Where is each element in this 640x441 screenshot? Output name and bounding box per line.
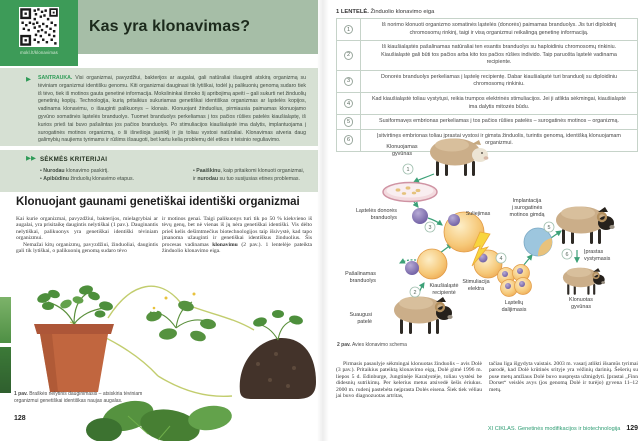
svg-text:Pašalinamas: Pašalinamas	[345, 271, 376, 277]
svg-text:Ląstelių: Ląstelių	[504, 300, 524, 306]
body-paragraph: ir motinos genai. Taigi palikuonys turi tik po 50 % kiekvieno iš tėvų genų, bet nė vienas iš jų nėra genetiškai identiški. Vis dėlto prieš kelis dešimtmečius biotechnologijos taip išsivystė, kad tapo įmanoma užauginti ir genetiškai identiškus žinduolius. Šis procesas vadinamas klonavimu (2 pav.). 1 lentelėje pateikta žinduolio klonavimo eiga.	[162, 216, 312, 255]
table-row: 1 Iš norimo klonuoti organizmo somatinės ląstelės (donorės) paimamas branduolys. Jis turi diploidinį chromosomų rinkinį, taigi ir visą organizmui reikalingą genetinę informaciją.	[337, 19, 637, 41]
svg-text:gyvūnas: gyvūnas	[391, 151, 413, 157]
success-criteria-columns	[40, 168, 306, 183]
svg-text:Klonuotas: Klonuotas	[569, 297, 593, 303]
table-row: 6 Įsitvirtinęs embrionas toliau įprastai vystosi ir gimsta žinduolis, turintis genomą, identišką klonuojamam organizmui.	[337, 130, 637, 151]
svg-text:6: 6	[565, 251, 569, 258]
body-paragraph: Pirmasis pasaulyje sėkmingai klonuotas žinduolis – avis Dolė (3 pav.). Pritaikius pateiktą klonavimo eigą, Dolė gimė 1996 m. liepos 5 d. Edinburge, Jungtinėje Karalystėje, toliau vystėsi be didesnių sutrikimų. Per kelerius metus atsivedė šešis ėriukus. 2000 m. rudenį pastebėta neįprasta Dolės eisena. Šiek tiek vėliau jai buvo diagnozuotas artritas,	[336, 361, 482, 400]
step-number: 5	[344, 117, 354, 127]
donor-nucleus	[412, 208, 428, 224]
dividing-cells	[498, 265, 532, 297]
svg-text:branduolys: branduolys	[370, 215, 397, 221]
svg-text:Suliejimas: Suliejimas	[465, 211, 491, 217]
section-heading: Klonuojant gaunami genetiškai identiški organizmai	[16, 196, 300, 208]
svg-text:vystymasis: vystymasis	[584, 256, 611, 262]
svg-text:elektra: elektra	[467, 286, 485, 292]
chapter-title-strip	[78, 0, 318, 54]
surrogate-ewe	[556, 207, 615, 245]
donor-sheep	[430, 139, 488, 177]
criteria-item: • Paaiškinu, kaip pritaikomi klonuoti organizmai, ir nurodau su tuo susijusias etines problemas.	[193, 168, 306, 183]
step-number: 4	[344, 99, 354, 109]
success-criteria-header	[26, 156, 107, 163]
svg-text:5: 5	[547, 224, 551, 231]
body-column-1	[16, 216, 158, 255]
page-gutter	[317, 0, 329, 441]
qr-box	[0, 0, 78, 66]
table-row: 2 Iš kiaušialąstės pašalinamas natūraliai ten esantis branduolys su haploidiniu chromosomų rinkiniu. Kiaušialąstė gali būti tos pačios arba kito tos pačios rūšies individo. Taip paruošta ląstelė vadinama recipiente.	[337, 41, 637, 71]
svg-text:dalijimasis: dalijimasis	[501, 307, 527, 313]
figure2-caption: 2 pav. Avies klonavimo schema	[337, 342, 407, 348]
daughter-plantlet	[145, 289, 217, 343]
criteria-list-left	[40, 168, 175, 183]
photo-edge-sliver	[0, 297, 11, 343]
body-paragraph: Kai kurie organizmai, pavyzdžiui, bakterijos, mielagrybiai ar augalai, yra prisitaikę daugintis nelytiškai (1 pav.). Dauginantis nelytiškai, palikuonys yra genetiškai identiški tėviniam organizmui.	[16, 216, 158, 242]
page-number-right: 129	[626, 425, 638, 432]
table-row: 4 Kad kiaušialąstė toliau vystytųsi, reikia trumpos elektrinės stimuliacijos. Jei ji atlikta sėkmingai, kiaušialąstė ima dalytis mitozės būdu.	[337, 93, 637, 115]
svg-text:Ląstelės donorės: Ląstelės donorės	[355, 208, 397, 214]
right-body-column-1	[336, 361, 482, 400]
body-column-2	[162, 216, 312, 255]
right-body-column-2	[489, 361, 638, 393]
page-title: Kas yra klonavimas?	[89, 18, 251, 35]
success-criteria-title: SĖKMĖS KRITERIJAI	[40, 156, 108, 163]
svg-text:Klonuojamas: Klonuojamas	[386, 144, 418, 150]
success-criteria-box	[0, 150, 318, 192]
svg-text:branduolys: branduolys	[349, 278, 376, 284]
svg-text:4: 4	[499, 255, 503, 262]
page-number-left: 128	[14, 415, 26, 422]
svg-text:Kiaušialąstė: Kiaušialąstė	[429, 283, 459, 289]
svg-text:recipientė: recipientė	[432, 290, 456, 296]
svg-text:Įprastas: Įprastas	[584, 249, 604, 255]
photo-edge-sliver	[0, 347, 11, 393]
page-footer	[330, 417, 638, 435]
strawberry-photo	[8, 264, 320, 441]
double-triangle-icon: ▶▶	[26, 155, 36, 163]
svg-text:motinos gimdą: motinos gimdą	[509, 212, 545, 218]
svg-text:2: 2	[413, 289, 417, 296]
summary-text	[38, 75, 306, 145]
cloned-lamb	[563, 268, 605, 295]
criteria-item: • Nurodau klonavimo paskirtį.	[40, 168, 175, 176]
summary-label: SANTRAUKA.	[38, 75, 73, 81]
mother-plant	[36, 284, 114, 324]
terracotta-pot	[34, 324, 114, 392]
cloning-steps-table	[336, 18, 638, 152]
criteria-list-right	[193, 168, 306, 183]
criteria-item: • Apibūdinu žinduolių klonavimo etapus.	[40, 176, 175, 184]
sheep-cloning-diagram	[330, 136, 640, 358]
egg-donor-ewe	[394, 297, 453, 335]
svg-text:patelė: patelė	[357, 319, 372, 325]
svg-text:3: 3	[428, 224, 432, 231]
step-number: 1	[344, 25, 354, 35]
petri-dish	[383, 183, 437, 202]
step-number: 6	[344, 135, 354, 145]
svg-text:į surogatinės: į surogatinės	[511, 205, 543, 211]
play-triangle-icon: ▶	[26, 76, 31, 83]
table-title: 1 LENTELĖ. Žinduolio klonavimo eiga	[336, 9, 435, 15]
soil-mound	[240, 310, 316, 399]
table-row: 3 Donorės branduolys perkeliamas į ląstelę recipientę. Dabar kiaušialąstė turi branduolį su diploidiniu chromosomų rinkiniu.	[337, 71, 637, 93]
svg-text:Suaugusi: Suaugusi	[349, 312, 372, 318]
figure1-caption: 1 pav. Braškės nelytinis dauginimasis – atsiskiria tėviniam organizmui genetiškai identiškas naujas augalas.	[14, 391, 143, 405]
recipient-egg	[405, 249, 447, 279]
table-row: 5 Susiformavęs embrionas perkeliamas į tos pačios rūšies patelės – surogatinės motinos – organizmą.	[337, 115, 637, 130]
body-paragraph: Nemažai kitų organizmų, pavyzdžiui, žinduoliai, daugintis gali tik lytiškai, o palikuonių genomą sudaro tėvo	[16, 241, 158, 255]
qr-caption: mokl.lt/klonavimas	[20, 50, 58, 55]
body-paragraph: tačiau liga išgydyta vaistais. 2003 m. vasarį atlikti išsamūs tyrimai parodė, kad Dolė krūtinės srityje yra vėžinių darinių. Šešerių su puse metų amžiaus Dolė buvo nuspręsta užmigdyti. Įprastai „Finn Dorset“ veislės avys (jos genomą Dolė ir turėjo) gyvena 11–12 metų.	[489, 361, 638, 393]
svg-text:1: 1	[406, 166, 410, 173]
section-label: XI CIKLAS. Genetinės modifikacijos ir biotechnologija	[487, 426, 621, 432]
summary-box	[0, 68, 318, 146]
svg-text:Implantacija: Implantacija	[512, 198, 542, 204]
svg-text:gyvūnas: gyvūnas	[570, 304, 592, 310]
step-number: 2	[344, 51, 354, 61]
summary-body: Visi organizmai, pavyzdžiui, bakterijos ar augalai, gali natūraliai išauginti atskirą organizmą su tėviniam organizmui identišku genomu. Kiti organizmai dauginasi tik lytiškai, todėl jų palikuonių genomą sudaro tiek iš tėvo, tiek iš motinos gauta genetinė informacija. Mokslininkai išmoko šį apribojimą apeiti – gali sukurti net žinduolių genetinių kopijų. Technologija, kurią pritaikius sukuriamas genetiškai identiškas organizmas ar ląstelės kopijos, vadinama klonavimu, o išauginti palikuonys – klonais. Klonuojant žinduolius, pirmiausia paimamas klonuojamo gyvūno somatinės ląstelės branduolys. Tuomet branduolys perkeliamas į tos pačios rūšies patelės kiaušialąstę, iš kurios prieš tai buvo pašalintas jos pačios branduolys. Po stimuliacijos kiaušialąstė ima dalytis, implantuojama į surogatinės motinos organizmą, o ši išnešioja jauniklį ir jis toliau vystosi natūraliai. Klonavimas atveria daug galimybių naujiems tyrimams ir rūšims išsaugoti, bet kartu kelia problemų dėl etikos ir teisinio reguliavimo.	[38, 75, 306, 144]
qr-code-icon	[19, 7, 59, 47]
step-number: 3	[344, 77, 354, 87]
svg-text:Stimuliacija: Stimuliacija	[462, 279, 490, 285]
